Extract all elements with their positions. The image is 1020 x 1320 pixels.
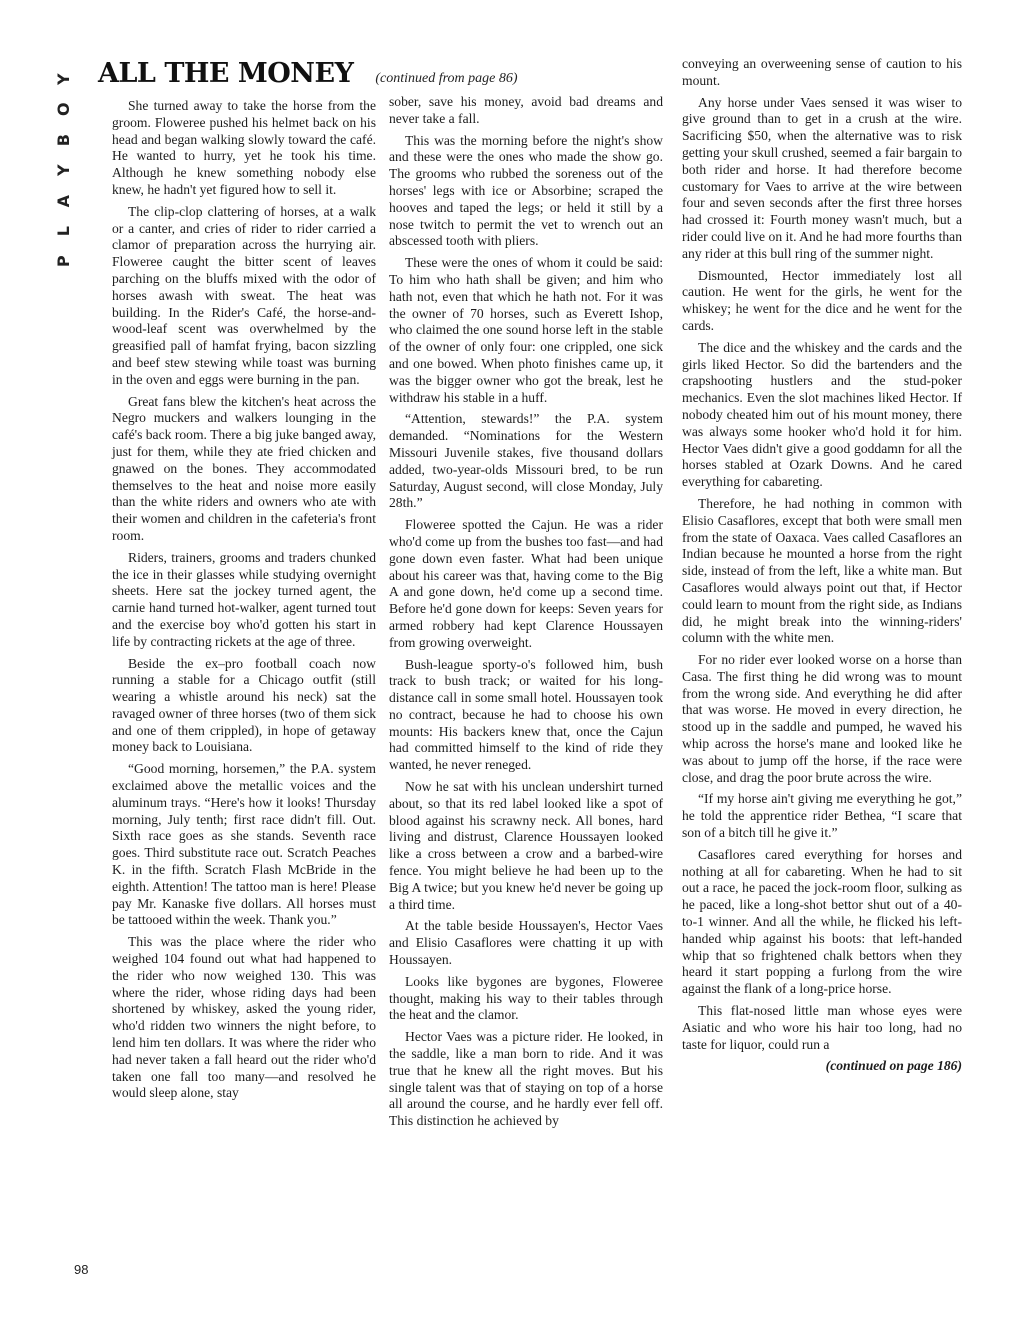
article-paragraph: Hector Vaes was a picture rider. He looked, in the saddle, like a man born to ride. And it was true that he knew all the right moves. But his single talent was that of staying on top of a horse all around the course, and he hardly ever fell off. This distinction he achieved by [389, 1029, 663, 1129]
vertical-title-letter: P [53, 255, 73, 268]
article-paragraph: Looks like bygones are bygones, Floweree thought, making his way to their tables through the heat and the clamor. [389, 973, 663, 1023]
article-paragraph: This was the morning before the night's show and these were the ones who made the show go. The grooms who rubbed the soreness out of the horses' legs with ice or Absorbine; scraped the hooves and taped the legs; or held it still by a nose twitch to permit the vet to wrench out an abscessed tooth with pliers. [389, 132, 663, 249]
article-paragraph: Bush-league sporty-o's followed him, bush track to bush track; or waited for his long-distance call in some small hotel. Houssayen took no contract, because he had to choose his own mounts: His backers knew that, once the Cajun had committed himself to the kind of ride they wanted, he never reneged. [389, 656, 663, 773]
article-paragraph: For no rider ever looked worse on a horse than Casa. The first thing he did wrong was to mount from the wrong side. And everything he did after that was worse. He moved in every direction, he stood up in the saddle and pumped, he waved his whip across the horse's mane and looked like he was about to jump off the horse, if the race were close, and drag the poor brute across the wire. [682, 652, 962, 785]
article-paragraph: Great fans blew the kitchen's heat across the Negro muckers and walkers lounging in the café's back room. There a big juke banged away, just for them, while they ate fried chicken and gnawed on the bones. They accommodated themselves to the heat and noise more easily than the white riders and owners who ate with their women and children in the cafeteria's front room. [112, 393, 377, 543]
text-column-1 [112, 98, 376, 1107]
article-paragraph: sober, save his money, avoid bad dreams and never take a fall. [389, 94, 663, 126]
continued-from-note: (continued from page 86) [375, 71, 518, 86]
article-paragraph: This was the place where the rider who weighed 104 found out what had happened to the rider who now weighed 130. This was where the rider, whose riding days had been shortened by whiskey, asked the young rider, who'd ridden two winners the night before, to lend him ten dollars. It was where the rider who had never taken a fall heard out the rider who'd taken one fall too many—and resolved he would sleep alone, stay [112, 934, 376, 1101]
article-paragraph: Casaflores cared everything for horses and nothing at all for cabareting. When he had to sit out a race, he paced the jock-room floor, sulking as he paced, like a long-shot bettor shut out of a 40-to-1 winner. And all the while, he flicked his left-handed whip against his boots: that left-handed whip that so frightened chalk bettors when they heard it start popping a furlong from the wire against the flank of a long-price horse. [682, 846, 962, 997]
page-number: 98 [74, 1262, 89, 1277]
article-paragraph: “Attention, stewards!” the P.A. system demanded. “Nominations for the Western Missouri Juvenile stakes, five thousand dollars added, two-year-olds Missouri bred, to be run Saturday, August second, will close Monday, July 28th.” [389, 411, 663, 511]
vertical-title-letter: Y [53, 164, 73, 177]
vertical-title-letter: Y [53, 73, 73, 85]
article-header [98, 58, 698, 92]
article-paragraph: Beside the ex–pro football coach now running a stable for a Chicago outfit (still wearing a whistle around his neck) sat the ravaged owner of three horses (two of them sick and one of them crippled), in hope of getaway money back to Louisiana. [112, 655, 376, 755]
magazine-vertical-title [52, 64, 76, 277]
article-paragraph: Riders, trainers, grooms and traders chunked the ice in their glasses while studying overnight sheets. Here sat the jockey turned agent, the carnie hand turned hot-walker, agent turned tout and the exercise boy who'd gotten his start in life by contracting rickets at the age of three. [112, 549, 376, 649]
article-paragraph: Now he sat with his unclean undershirt turned about, so that its red label looked like a spot of blood against his scrawny neck. All bones, hard living and distrust, Clarence Houssayen looked like a cross between a crow and a barbed-wire fence. You might believe he had been up to the Big A twice; but you knew he'd never be going up a third time. [389, 779, 663, 912]
continued-to-note: (continued on page 186) [825, 1058, 962, 1074]
vertical-title-letter: A [53, 194, 73, 207]
article-title: ALL THE MONEY [98, 58, 354, 89]
article-paragraph: Therefore, he had nothing in common with Elisio Casaflores, except that both were small men from the state of Oaxaca. Vaes called Casaflores an Indian because he mounted a horse from the right side, instead of from the left, like a white man. But Casaflores would always point out that, if Hector could learn to mount from the right side, as Indians did, he might break into the winning-riders' column with the white men. [682, 495, 962, 646]
article-paragraph: At the table beside Houssayen's, Hector Vaes and Elisio Casaflores were chatting it up with Houssayen. [389, 918, 663, 968]
vertical-title-letter: B [53, 133, 73, 147]
article-paragraph: “If my horse ain't giving me everything he got,” he told the apprentice rider Bethea, “I scare that son of a bitch till he give it.” [682, 791, 962, 841]
article-paragraph: Any horse under Vaes sensed it was wiser to give ground than to get in a crush at the wire. Sacrificing $50, when the alternative was to risk getting your skull crushed, seemed a fair bargain to both rider and horse. It had therefore become customary for Vaes to arrive at the wire between four and seven seconds after the first three horses had crossed it: Fourth money wasn't much, but a rider could live on it. And he had more fourths than any rider at this bull ring of the summer night. [682, 94, 962, 261]
article-paragraph: conveying an overweening sense of caution to his mount. [682, 56, 962, 88]
vertical-title-letter: O [53, 102, 73, 117]
text-column-3 [682, 56, 962, 1075]
article-paragraph: Dismounted, Hector immediately lost all caution. He went for the girls, he went for the whiskey; he went for the dice and he went for the cards. [682, 267, 962, 333]
article-paragraph: These were the ones of whom it could be said: To him who hath shall be given; and him who hath not, even that which he hath not. For it was the owner of 70 horses, such as Everett Ishop, who claimed the one sound horse left in the stable of the owner of only four: one crippled, one sick and one bowed. When photo finishes came up, it was the bigger owner who got the break, lest he withdraw his stable in a huff. [389, 255, 663, 405]
article-paragraph: This flat-nosed little man whose eyes were Asiatic and who wore his hair too long, had no taste for liquor, could run a [682, 1003, 962, 1052]
article-paragraph: The dice and the whiskey and the cards and the girls liked Hector. So did the bartenders and the crapshooting hustlers and the stud-poker mechanics. Even the slot machines liked Hector. If nobody cheated him out of his mount money, there was always some hooker who'd hold it for him. Hector Vaes didn't give a good goddamn for all the horses stabled at Ozark Downs. And he cared everything for cabareting. [682, 339, 962, 490]
text-column-2 [389, 94, 663, 1135]
article-paragraph: “Good morning, horsemen,” the P.A. system exclaimed above the metallic voices and the aluminum trays. “Here's how it looks! Thursday morning, July tenth; first race didn't fill. Out. Sixth race goes as she stands. Seventh race goes. Third substitute race out. Scratch Peaches K. in the fifth. Scratch Flash McBride in the eighth. Attention! The tattoo man is here! Please pay Mr. Kanaske five dollars. All horses must be tattooed within the week. Thank you.” [112, 761, 376, 928]
article-paragraph: Floweree spotted the Cajun. He was a rider who'd come up from the bushes too fast—and had gone down even faster. What had been unique about his career was that, having come to the Big A and gone down, he'd come up a second time. Before he'd gone down for keeps: Seven years for armed robbery had kept Clarence Houssayen from growing overweight. [389, 517, 663, 650]
article-paragraph: The clip-clop clattering of horses, at a walk or a canter, and cries of rider to rider carried a clamor of preparation across the hurrying air. Floweree caught the bitter scent of leaves parching on the bluffs mixed with the odor of horses awash with sweat. The heat was building. In the Rider's Café, the horse-and-wood-leaf scent was overwhelmed by the greasified pall of hamfat frying, bacon sizzling and beef stew stewing while toast was burning in the oven and eggs were burning in the pan. [112, 203, 376, 387]
vertical-title-letter: L [53, 226, 73, 237]
article-paragraph: She turned away to take the horse from the groom. Floweree pushed his helmet back on his head and began walking slowly toward the café. He wanted to hurry, yet he took his time. Although he knew something nobody else knew, he hadn't yet figured how to sell it. [112, 98, 376, 197]
